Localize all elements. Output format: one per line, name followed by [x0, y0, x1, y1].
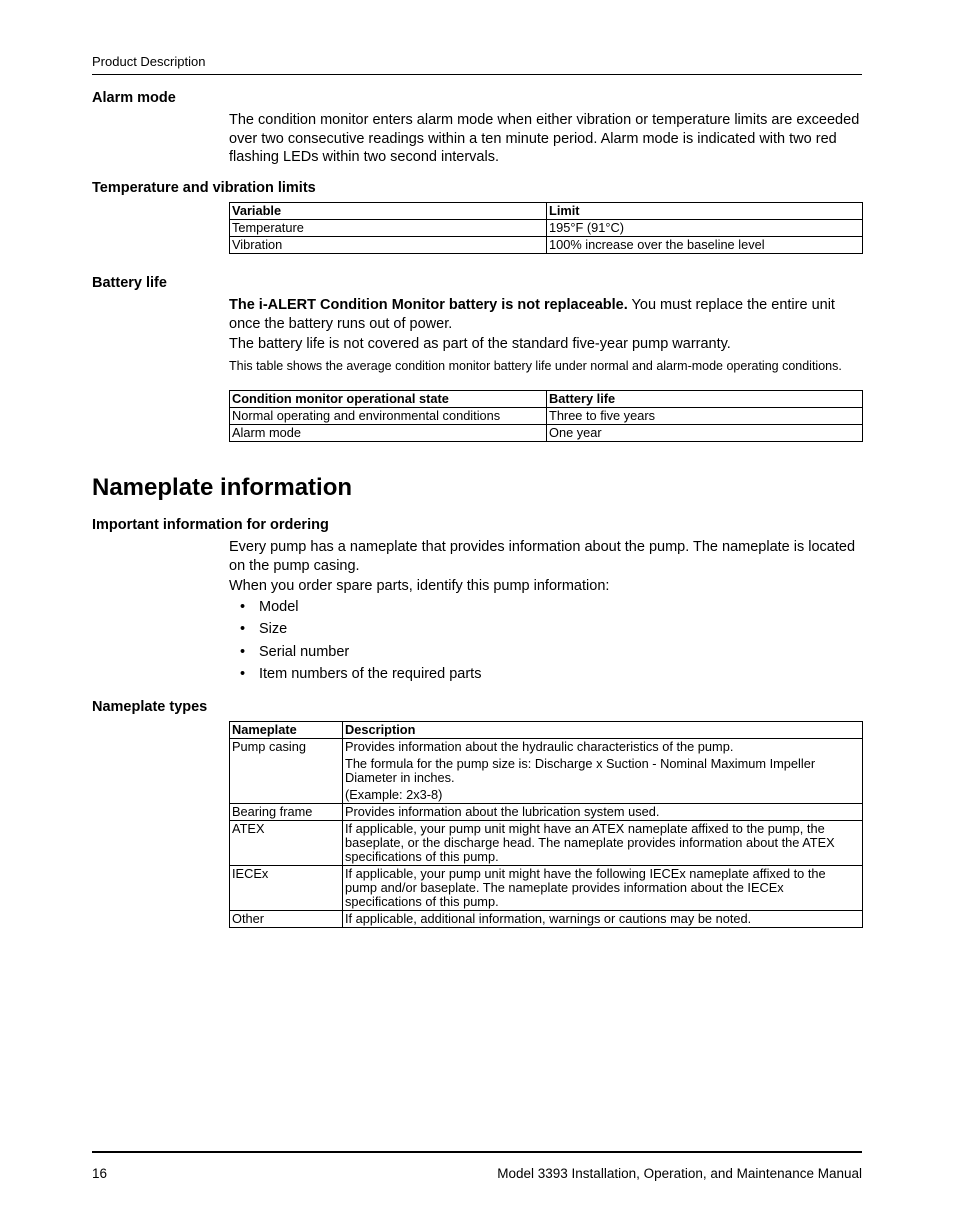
column-header: Variable [230, 203, 547, 220]
column-header: Limit [547, 203, 863, 220]
table-cell [343, 804, 863, 821]
list-item-label: Model [259, 599, 299, 615]
cell-paragraph: If applicable, your pump unit might have an ATEX nameplate affixed to the pump, the baseplate, or the discharge head. The nameplate provides information about the ATEX specifications of this pump. [345, 821, 835, 864]
table-row [230, 220, 863, 237]
table-cell: 195°F (91°C) [547, 220, 863, 237]
table-row [230, 821, 863, 866]
table-cell: IECEx [230, 866, 343, 911]
list-item [240, 621, 481, 643]
table-row [230, 866, 863, 911]
cell-paragraph: Provides information about the lubrication system used. [345, 804, 660, 819]
bullet-icon: • [240, 621, 246, 638]
table-cell [343, 739, 863, 804]
running-header: Product Description [92, 54, 206, 69]
table-cell: One year [547, 425, 863, 442]
list-item [240, 599, 481, 621]
list-item-label: Serial number [259, 643, 350, 660]
table-row [230, 739, 863, 804]
table-cell: Pump casing [230, 739, 343, 804]
ordering-bullet-list [240, 599, 481, 688]
table-header-row [230, 722, 863, 739]
ordering-intro: When you order spare parts, identify this pump information: [229, 578, 610, 594]
list-item-label: Size [259, 621, 288, 638]
ordering-text: Every pump has a nameplate that provides information about the pump. The nameplate is located on the pump casing. [229, 539, 856, 574]
column-header: Condition monitor operational state [230, 391, 547, 408]
battery-lead-bold: The i-ALERT Condition Monitor battery is not replaceable. [229, 297, 628, 313]
manual-title: Model 3393 Installation, Operation, and Maintenance Manual [497, 1166, 862, 1181]
battery-warranty-text: The battery life is not covered as part of the standard five-year pump warranty. [229, 336, 731, 352]
table-cell: ATEX [230, 821, 343, 866]
table-row [230, 425, 863, 442]
table-cell: Vibration [230, 237, 547, 254]
ordering-heading: Important information for ordering [92, 517, 329, 533]
bullet-icon: • [240, 643, 246, 660]
table-row [230, 408, 863, 425]
table-cell: Normal operating and environmental conditions [230, 408, 547, 425]
table-cell: Temperature [230, 220, 547, 237]
page-number: 16 [92, 1166, 108, 1181]
table-cell: 100% increase over the baseline level [547, 237, 863, 254]
nameplate-types-heading: Nameplate types [92, 699, 208, 715]
nameplate-types-table [229, 721, 863, 928]
table-cell: Other [230, 911, 343, 928]
table-cell: Alarm mode [230, 425, 547, 442]
section-title: Nameplate information [92, 474, 353, 501]
column-header: Description [343, 722, 863, 739]
alarm-mode-text: The condition monitor enters alarm mode when either vibration or temperature limits are exceeded over two consecutive readings within a ten minute period. Alarm mode is indicated with two red flashing LEDs within two second intervals. [229, 112, 860, 165]
limits-heading: Temperature and vibration limits [92, 180, 316, 196]
cell-paragraph: Provides information about the hydraulic characteristics of the pump. [345, 739, 734, 754]
column-header: Battery life [547, 391, 863, 408]
table-cell: Bearing frame [230, 804, 343, 821]
table-header-row [230, 203, 863, 220]
table-row [230, 911, 863, 928]
header-rule [92, 74, 862, 75]
battery-heading: Battery life [92, 275, 167, 291]
list-item [240, 666, 481, 688]
battery-lead [229, 296, 862, 333]
battery-table-intro: This table shows the average condition monitor battery life under normal and alarm-mode operating conditions. [229, 359, 842, 373]
list-item [240, 644, 481, 666]
battery-lead-rest: You must replace the entire unit once the battery runs out of power. [229, 297, 835, 332]
cell-paragraph: If applicable, your pump unit might have the following IECEx nameplate affixed to the pump and/or baseplate. The nameplate provides information about the IECEx specifications of this pump. [345, 866, 826, 909]
limits-table [229, 202, 863, 254]
bullet-icon: • [240, 665, 246, 682]
cell-paragraph: The formula for the pump size is: Discharge x Suction - Nominal Maximum Impeller Diameter in inches. [345, 756, 816, 785]
column-header: Nameplate [230, 722, 343, 739]
battery-table [229, 390, 863, 442]
bullet-icon: • [240, 599, 246, 615]
table-cell [343, 821, 863, 866]
list-item-label: Item numbers of the required parts [259, 665, 482, 682]
table-cell [343, 911, 863, 928]
alarm-mode-heading: Alarm mode [92, 90, 176, 106]
table-header-row [230, 391, 863, 408]
table-cell [343, 866, 863, 911]
table-row [230, 237, 863, 254]
table-row [230, 804, 863, 821]
footer-rule [92, 1151, 862, 1153]
table-cell: Three to five years [547, 408, 863, 425]
cell-paragraph: (Example: 2x3-8) [345, 787, 443, 802]
cell-paragraph: If applicable, additional information, warnings or cautions may be noted. [345, 911, 752, 926]
